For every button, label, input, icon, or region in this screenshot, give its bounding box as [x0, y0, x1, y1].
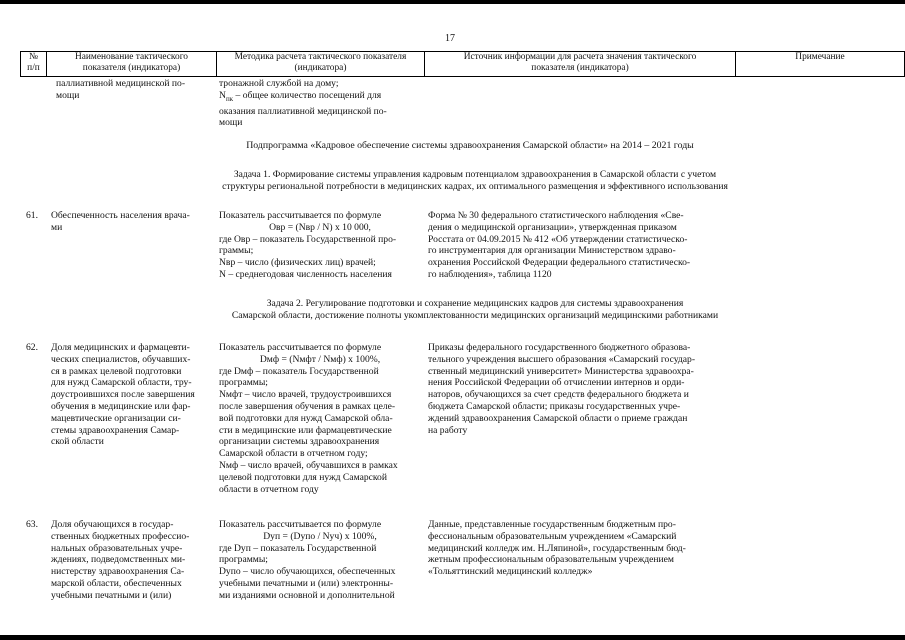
row61-formula: Овр = (Nвр / N) х 10 000,: [269, 221, 371, 233]
header-num: № п/п: [27, 52, 40, 73]
header-note: Примечание: [795, 52, 845, 62]
continuation-method-line1: тронажной службой на дому;: [219, 78, 339, 89]
row62-name: Доля медицинских и фармацевти- ческих специалистов, обучавших- ся в рамках целевой подготовки для нужд Самарской области, тру- доустроившихся после завершения обучения в медицинские или фар- мацевтические организации си- стемы здравоохранения Самар- ской области: [51, 342, 195, 448]
header-method: Методика расчета тактического показателя (индикатора): [234, 52, 407, 73]
continuation-method-text: – общее количество посещений для оказания паллиативной медицинской по- мощи: [219, 89, 387, 129]
row61-method-intro: Показатель рассчитывается по формуле: [219, 210, 382, 221]
row63-method-rest: где Dуп – показатель Государственной программы; Dупо – число обучающихся, обеспеченных учебными печатными и (или) электронны- ми изданиями основной и дополнительной: [219, 542, 396, 601]
row61-method-rest: где Овр – показатель Государственной про- граммы; Nвр – число (физических лиц) врачей; N – среднегодовая численность населения: [219, 233, 397, 280]
page-number: 17: [445, 33, 455, 44]
task1-title: Задача 1. Формирование системы управления кадровым потенциалом здравоохранения в Самарской области с учетом структуры региональной потребности в медицинских кадрах, их оптимального размещения и эффективного использования: [222, 169, 728, 192]
row61-source: Форма № 30 федерального статистического наблюдения «Све- дения о медицинской организации», утвержденная приказом Росстата от 04.09.2015 № 412 «Об утверждении статистическо- го инструментария для организации Министерством здраво- охранения Российской Федерации федерального статистическо- го наблюдения», таблица 1120: [428, 210, 691, 280]
row62-num: 62.: [26, 342, 38, 353]
row62-method-intro: Показатель рассчитывается по формуле: [219, 342, 382, 353]
continuation-var: N: [219, 89, 226, 101]
scan-top-border: [0, 0, 905, 4]
continuation-method: [219, 78, 421, 129]
continuation-var-sub: пк: [225, 94, 234, 103]
row62-method-rest: где Dмф – показатель Государственной программы; Nмфт – число врачей, трудоустроившихся после завершения обучения в рамках целе- вой подготовки для нужд Самарской обла- сти в медицинские или фармацевтические организации системы здравоохранения Самарской области в отчетном году; Nмф – число врачей, обучавшихся в рамках целевой подготовки для нужд Самарской области в отчетном году: [219, 365, 398, 495]
row62-method: [219, 342, 421, 495]
continuation-name: паллиативной медицинской по- мощи: [56, 78, 186, 101]
continuation-method-rest: [219, 90, 387, 129]
row63-source: Данные, представленные государственным бюджетным про- фессиональным образовательным учреждением «Самарский медицинский колледж им. Н.Ляпиной», государственным бюд- жетным профессиональным образовательным учреждением «Тольяттинский медицинский колледж»: [428, 519, 686, 578]
header-name: Наименование тактического показателя (индикатора): [74, 52, 188, 73]
row63-formula: Dуп = (Dупо / Nуч) х 100%,: [263, 530, 377, 542]
row63-name: Доля обучающихся в государ- ственных бюджетных профессио- нальных образовательных учре- ждениях, подведомственных ми- нистерству здравоохранения Са- марской области, обеспеченных учебными печатными и (или): [51, 519, 190, 601]
header-bottom-rule: [20, 76, 905, 77]
row63-method: [219, 519, 421, 602]
row63-method-intro: Показатель рассчитывается по формуле: [219, 519, 382, 530]
row61-name: Обеспеченность населения врача- ми: [51, 210, 190, 233]
task2-title: Задача 2. Регулирование подготовки и сохранение медицинских кадров для системы здравоохранения Самарской области, достижение полноты укомплектованности медицинских организаций медицинскими работниками: [231, 298, 719, 321]
row62-formula: Dмф = (Nмфт / Nмф) х 100%,: [259, 353, 381, 365]
row61-num: 61.: [26, 210, 38, 221]
row61-method: [219, 210, 421, 281]
scan-bottom-border: [0, 635, 905, 640]
header-source: Источник информации для расчета значения тактического показателя (индикатора): [463, 52, 697, 73]
row62-source: Приказы федерального государственного бюджетного образова- тельного учреждения высшего образования «Самарский государ- ственный медицинский университет» Министерства здравоохра- нения Российской Федерации об отчислении интернов и орди- наторов, обучающихся за счет средств федерального бюджета и бюджета Самарской области; приказы государственных учре- ждений здравоохранения Самарской области о приеме граждан на работу: [428, 342, 696, 436]
row63-num: 63.: [26, 519, 38, 530]
subprogram-title: Подпрограмма «Кадровое обеспечение системы здравоохранения Самарской области» на 2014 – 2021 годы: [246, 140, 694, 151]
